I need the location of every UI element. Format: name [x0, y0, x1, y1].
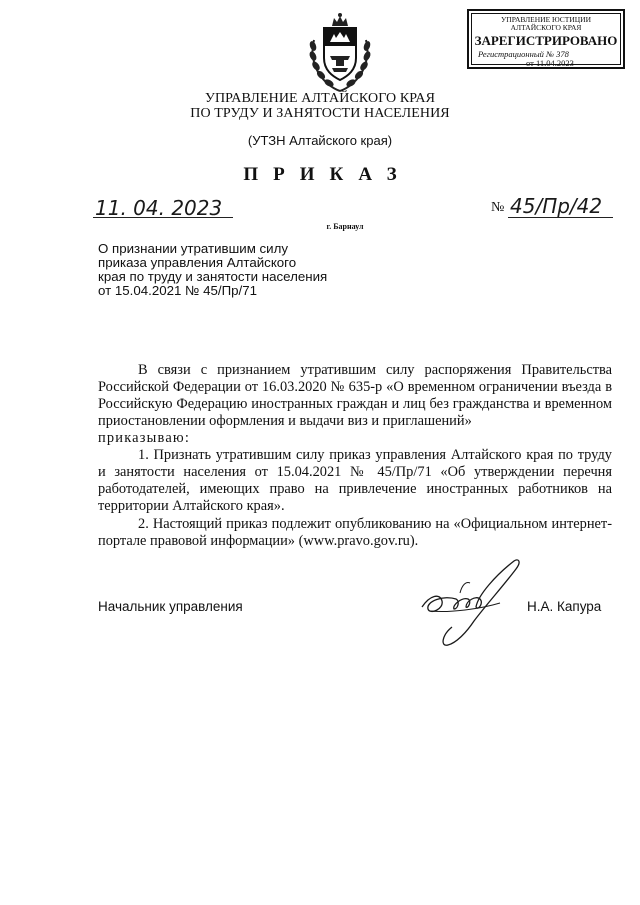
- number-underline: [508, 217, 613, 218]
- document-title: ПРИКАЗ: [243, 164, 412, 185]
- city-label: г. Барнаул: [326, 222, 364, 231]
- stamp-inner-border: [471, 13, 621, 68]
- order-item-1: 1. Признать утратившим силу приказ управления Алтайского края по труду и занятости населения от 15.04.2021 № 45/Пр/71 «Об утверждении перечня работодателей, имеющих право на привлечение иностранных работников на территории Алтайского края».: [98, 447, 612, 514]
- subject-line: приказа управления Алтайского: [98, 255, 297, 270]
- date-underline: [93, 217, 233, 218]
- signatory-name: Н.А. Капура: [527, 599, 602, 614]
- subject-line: от 15.04.2021 № 45/Пр/71: [98, 283, 258, 298]
- org-name-line2: ПО ТРУДУ И ЗАНЯТОСТИ НАСЕЛЕНИЯ: [190, 106, 450, 121]
- order-item-2: 2. Настоящий приказ подлежит опубликованию на «Официальном интернет-портале правовой информации» (www.pravo.gov.ru).: [98, 516, 612, 549]
- number-sign: №: [491, 200, 505, 215]
- order-word: приказываю:: [98, 430, 191, 446]
- stamp-authority-line2: АЛТАЙСКОГО КРАЯ: [510, 23, 582, 32]
- preamble-paragraph: В связи с признанием утратившим силу распоряжения Правительства Российской Федерации от 16.03.2020 № 635-р «О временном ограничении въезда в Российскую Федерацию иностранных граждан и лиц без гражданства и временном приостановлении оформления и выдачи виз и приглашений»: [98, 362, 612, 429]
- stamp-status: ЗАРЕГИСТРИРОВАНО: [474, 33, 618, 48]
- stamp-reg-number: Регистрационный № 378: [478, 49, 569, 59]
- stamp-reg-date: от 11.04.2023: [526, 58, 574, 68]
- registration-stamp: [467, 9, 625, 69]
- coat-of-arms-emblem-icon: [300, 10, 380, 94]
- document-subject: [98, 242, 327, 298]
- handwritten-date: 11. 04. 2023: [95, 196, 223, 220]
- subject-line: О признании утратившим силу: [98, 241, 289, 256]
- subject-line: края по труду и занятости населения: [98, 269, 328, 284]
- org-name-line1: УПРАВЛЕНИЕ АЛТАЙСКОГО КРАЯ: [204, 91, 436, 106]
- signatory-position: Начальник управления: [98, 599, 243, 614]
- handwritten-signature: [400, 555, 540, 655]
- handwritten-number: 45/Пр/42: [510, 194, 603, 218]
- stamp-authority-line1: УПРАВЛЕНИЕ ЮСТИЦИИ: [501, 15, 591, 24]
- org-abbreviation: (УТЗН Алтайского края): [247, 133, 393, 148]
